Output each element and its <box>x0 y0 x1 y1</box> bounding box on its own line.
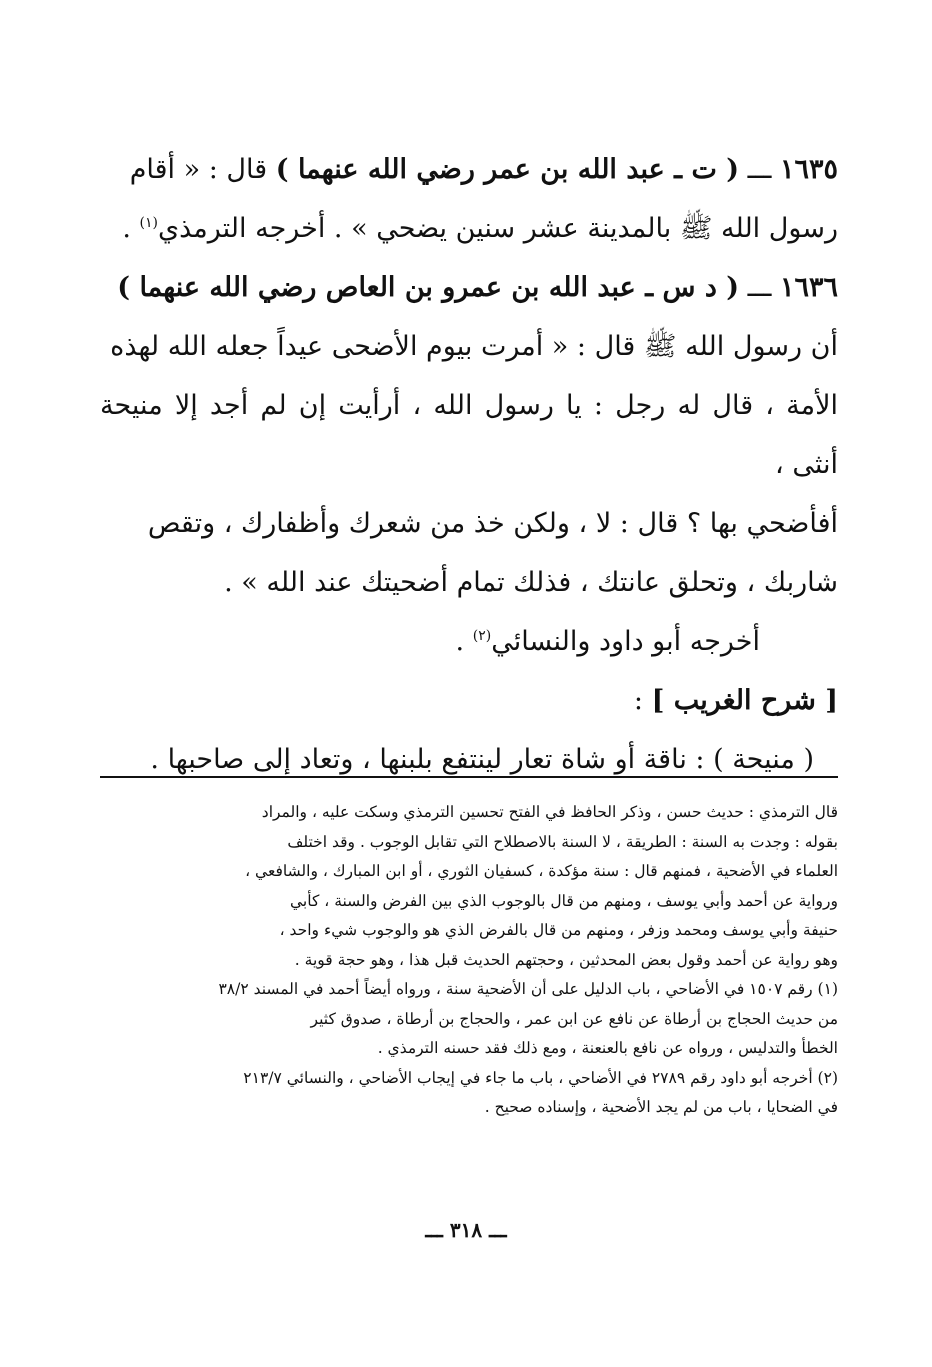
footnote-intro-line: ورواية عن أحمد وأبي يوسف ، ومنهم من قال بالوجوب الذي بين الفرض والسنة ، كأبي <box>290 891 838 910</box>
hadith-1636-line-1 <box>100 258 838 317</box>
hadith-source: ( ت ـ عبد الله بن عمر رضي الله عنهما ) <box>275 154 740 185</box>
hadith-text: رسول الله ﷺ بالمدينة عشر سنين يضحي » . أخرجه الترمذي <box>157 213 838 244</box>
footnote-ref: (٢) <box>472 628 492 644</box>
footnote-1-line: الخطأ والتدليس ، ورواه عن نافع بالعنعنة ، ومع ذلك فقد حسنه الترمذي . <box>377 1039 838 1057</box>
gharib-colon: : <box>633 685 652 716</box>
hadith-1636-line-2: أن رسول الله ﷺ قال : « أمرت بيوم الأضحى عيداً جعله الله لهذه <box>110 331 838 362</box>
footnote-divider <box>100 776 838 778</box>
footnote-1-line: (١) رقم ١٥٠٧ في الأضاحي ، باب الدليل على أن الأضحية سنة ، ورواه أيضاً أحمد في المسند ٣٨/٢ <box>218 980 838 998</box>
footnote-intro-line: وهو رواية عن أحمد وقول بعض المحدثين ، وحجتهم الحديث قبل هذا ، وهو حجة قوية . <box>294 950 838 969</box>
footnote-ref: (١) <box>139 215 158 231</box>
hadith-dash: ـــ <box>747 154 772 185</box>
gharib-heading-line <box>100 671 838 730</box>
footnotes <box>100 798 838 1123</box>
footnote-intro-line: قال الترمذي : حديث حسن ، وذكر الحافظ في الفتح تحسين الترمذي وسكت عليه ، والمراد <box>261 803 838 821</box>
footnote-intro-line: بقوله : وجدت به السنة : الطريقة ، لا السنة بالاصطلاح التي تقابل الوجوب . وقد اختلف <box>287 832 838 851</box>
footnote-1-line: من حديث الحجاج بن أرطاة عن نافع عن ابن عمر ، والحجاج بن أرطاة ، صدوق كثير <box>310 1009 838 1028</box>
hadith-text: قال : « أقام <box>129 154 268 185</box>
hadith-1636-line-5: شاربك ، وتحلق عانتك ، فذلك تمام أضحيتك عند الله » . <box>224 567 838 598</box>
hadith-number: ١٦٣٥ <box>779 154 838 185</box>
hadith-1635-line-1 <box>100 140 838 199</box>
footnote-2-line: (٢) أخرجه أبو داود رقم ٢٧٨٩ في الأضاحي ، باب ما جاء في إيجاب الأضاحي ، والنسائي ٢١٣/٧ <box>243 1068 838 1087</box>
main-text <box>100 140 838 789</box>
hadith-1636-takhrij <box>100 612 838 671</box>
hadith-1636-line-3: الأمة ، قال له رجل : يا رسول الله ، أرأيت إن لم أجد إلا منيحة أنثى ، <box>100 390 838 480</box>
hadith-dash: ـــ <box>747 272 772 303</box>
hadith-end: . <box>122 213 140 244</box>
gharib-heading: [ شرح الغريب ] <box>651 685 838 716</box>
hadith-1636-line-4: أفأضحي بها ؟ قال : لا ، ولكن خذ من شعرك وأظفارك ، وتقص <box>147 508 838 539</box>
footnote-intro-line: حنيفة وأبي يوسف ومحمد وزفر ، ومنهم من قال بالفرض الذي هو والوجوب شيء واحد ، <box>279 921 838 939</box>
hadith-number: ١٦٣٦ <box>779 272 838 303</box>
page-number: ـــ ٣١٨ ـــ <box>425 1218 507 1242</box>
footnote-intro-line: العلماء في الأضحية ، فمنهم قال : سنة مؤكدة ، كسفيان الثوري ، أو ابن المبارك ، والشافعي ، <box>245 862 838 880</box>
hadith-1635-line-2 <box>100 199 838 258</box>
takhrij-end: . <box>455 626 473 657</box>
footnote-2-line: في الضحايا ، باب من لم يجد الأضحية ، وإسناده صحيح . <box>484 1098 838 1116</box>
takhrij-text: أخرجه أبو داود والنسائي <box>491 626 760 657</box>
hadith-source: ( د س ـ عبد الله بن عمرو بن العاص رضي الله عنهما ) <box>117 272 740 303</box>
gharib-text: ( منيحة ) : ناقة أو شاة تعار لينتفع بلبنها ، وتعاد إلى صاحبها . <box>150 744 814 775</box>
